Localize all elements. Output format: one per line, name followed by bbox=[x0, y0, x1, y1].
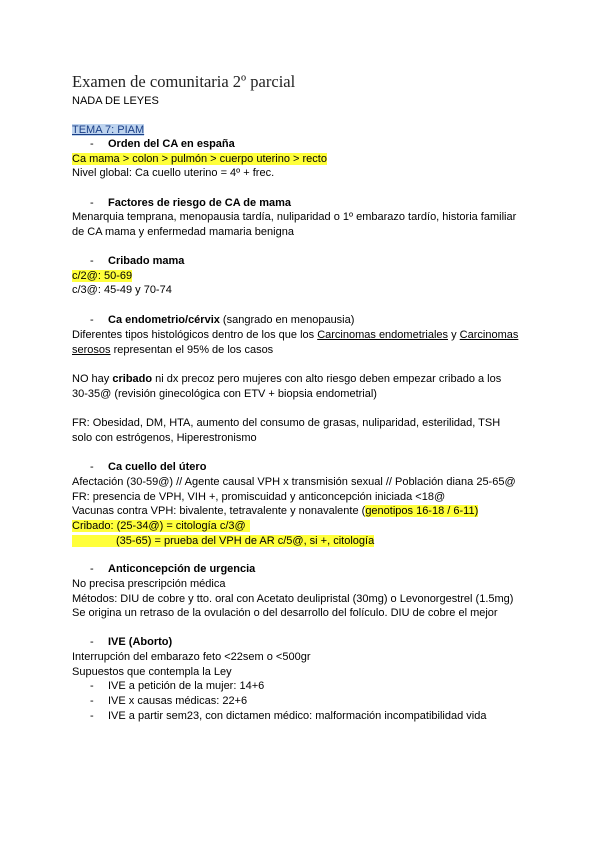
text-line bbox=[72, 343, 273, 357]
text-line bbox=[72, 269, 132, 283]
document-title: Examen de comunitaria 2º parcial bbox=[72, 72, 296, 91]
highlighted-text bbox=[72, 535, 374, 547]
text-line: Menarquia temprana, menopausia tardía, nuliparidad o 1º embarazo tardío, historia familiar bbox=[72, 211, 517, 223]
text-span: y bbox=[448, 329, 460, 341]
text-line bbox=[72, 519, 250, 533]
bullet-dash: - bbox=[90, 563, 94, 575]
highlighted-text: Cribado: (25-34@) = citología c/3@ bbox=[72, 520, 250, 532]
bullet-heading: Anticoncepción de urgencia bbox=[108, 563, 256, 575]
text-line: 30-35@ (revisión ginecológica con ETV + biopsia endometrial) bbox=[72, 388, 377, 400]
text-span: (35-65) = prueba del VPH de AR c/5@, si +, citología bbox=[116, 535, 375, 547]
bullet-factores-riesgo bbox=[90, 196, 291, 210]
text-span: ni dx precoz pero mujeres con alto riesgo deben empezar cribado a los bbox=[152, 373, 502, 385]
bullet-orden-ca bbox=[90, 137, 235, 151]
text-line bbox=[72, 328, 518, 342]
text-line: Afectación (30-59@) // Agente causal VPH x transmisión sexual // Población diana 25-65@ bbox=[72, 476, 516, 488]
list-item-text: IVE a partir sem23, con dictamen médico: malformación incompatibilidad vida bbox=[108, 710, 487, 722]
text-line: FR: Obesidad, DM, HTA, aumento del consumo de grasas, nuliparidad, esterilidad, TSH bbox=[72, 417, 501, 429]
section-heading-tema bbox=[72, 123, 144, 137]
bullet-dash: - bbox=[90, 710, 94, 722]
highlighted-text: genotipos 16-18 / 6-11) bbox=[365, 505, 479, 517]
bullet-heading: Ca cuello del útero bbox=[108, 461, 207, 473]
text-span: NO hay bbox=[72, 373, 113, 385]
text-line: Supuestos que contempla la Ley bbox=[72, 666, 232, 678]
bold-term: cribado bbox=[112, 373, 153, 385]
underlined-term: serosos bbox=[72, 344, 111, 356]
bullet-heading: Factores de riesgo de CA de mama bbox=[108, 197, 291, 209]
bullet-dash: - bbox=[90, 255, 94, 267]
list-item bbox=[90, 679, 264, 693]
bullet-dash: - bbox=[90, 314, 94, 326]
text-line: Métodos: DIU de cobre y tto. oral con Acetato deulipristal (30mg) o Levonorgestrel (1.5mg) bbox=[72, 593, 514, 605]
highlighted-text: Ca mama > colon > pulmón > cuerpo uterino > recto bbox=[72, 153, 327, 165]
text-line bbox=[72, 372, 501, 386]
underlined-term: Carcinomas endometriales bbox=[317, 329, 449, 341]
tema-label: TEMA 7: PIAM bbox=[72, 124, 145, 136]
bullet-heading: Cribado mama bbox=[108, 255, 185, 267]
underlined-term: Carcinomas bbox=[459, 329, 519, 341]
bullet-dash: - bbox=[90, 695, 94, 707]
bullet-heading: Orden del CA en españa bbox=[108, 138, 235, 150]
bullet-heading: Ca endometrio/cérvix bbox=[108, 314, 220, 326]
bullet-cribado-mama bbox=[90, 254, 184, 268]
bullet-dash: - bbox=[90, 197, 94, 209]
bullet-anticoncepcion bbox=[90, 562, 255, 576]
bullet-ca-endometrio bbox=[90, 313, 354, 327]
text-line bbox=[72, 504, 478, 518]
text-line: No precisa prescripción médica bbox=[72, 578, 226, 590]
text-line: c/3@: 45-49 y 70-74 bbox=[72, 284, 172, 296]
text-line: de CA mama y enfermedad mamaria benigna bbox=[72, 226, 294, 238]
text-line: solo con estrógenos, Hiperestronismo bbox=[72, 432, 257, 444]
bullet-dash: - bbox=[90, 636, 94, 648]
text-span: Vacunas contra VPH: bivalente, tetravalente y nonavalente ( bbox=[72, 505, 366, 517]
bullet-dash: - bbox=[90, 461, 94, 473]
text-span: Diferentes tipos histológicos dentro de los que los bbox=[72, 329, 318, 341]
bullet-dash: - bbox=[90, 680, 94, 692]
bullet-dash: - bbox=[90, 138, 94, 150]
text-line: Nivel global: Ca cuello uterino = 4º + frec. bbox=[72, 167, 275, 179]
list-item-text: IVE x causas médicas: 22+6 bbox=[108, 695, 248, 707]
text-line bbox=[72, 534, 374, 548]
text-span: representan el 95% de los casos bbox=[110, 344, 274, 356]
text-line: Interrupción del embarazo feto <22sem o <500gr bbox=[72, 651, 311, 663]
text-line: Se origina un retraso de la ovulación o del desarrollo del folículo. DIU de cobre el mejor bbox=[72, 607, 498, 619]
highlighted-text: c/2@: 50-69 bbox=[72, 270, 133, 282]
text-line bbox=[72, 152, 327, 166]
bullet-ive bbox=[90, 635, 172, 649]
text-line: FR: presencia de VPH, VIH +, promiscuidad y anticoncepción iniciada <18@ bbox=[72, 491, 446, 503]
list-item-text: IVE a petición de la mujer: 14+6 bbox=[108, 680, 265, 692]
document-subtitle: NADA DE LEYES bbox=[72, 95, 159, 107]
list-item bbox=[90, 694, 247, 708]
bullet-ca-cuello-utero bbox=[90, 460, 206, 474]
bullet-note: (sangrado en menopausia) bbox=[219, 314, 355, 326]
bullet-heading: IVE (Aborto) bbox=[108, 636, 173, 648]
list-item bbox=[90, 709, 486, 723]
